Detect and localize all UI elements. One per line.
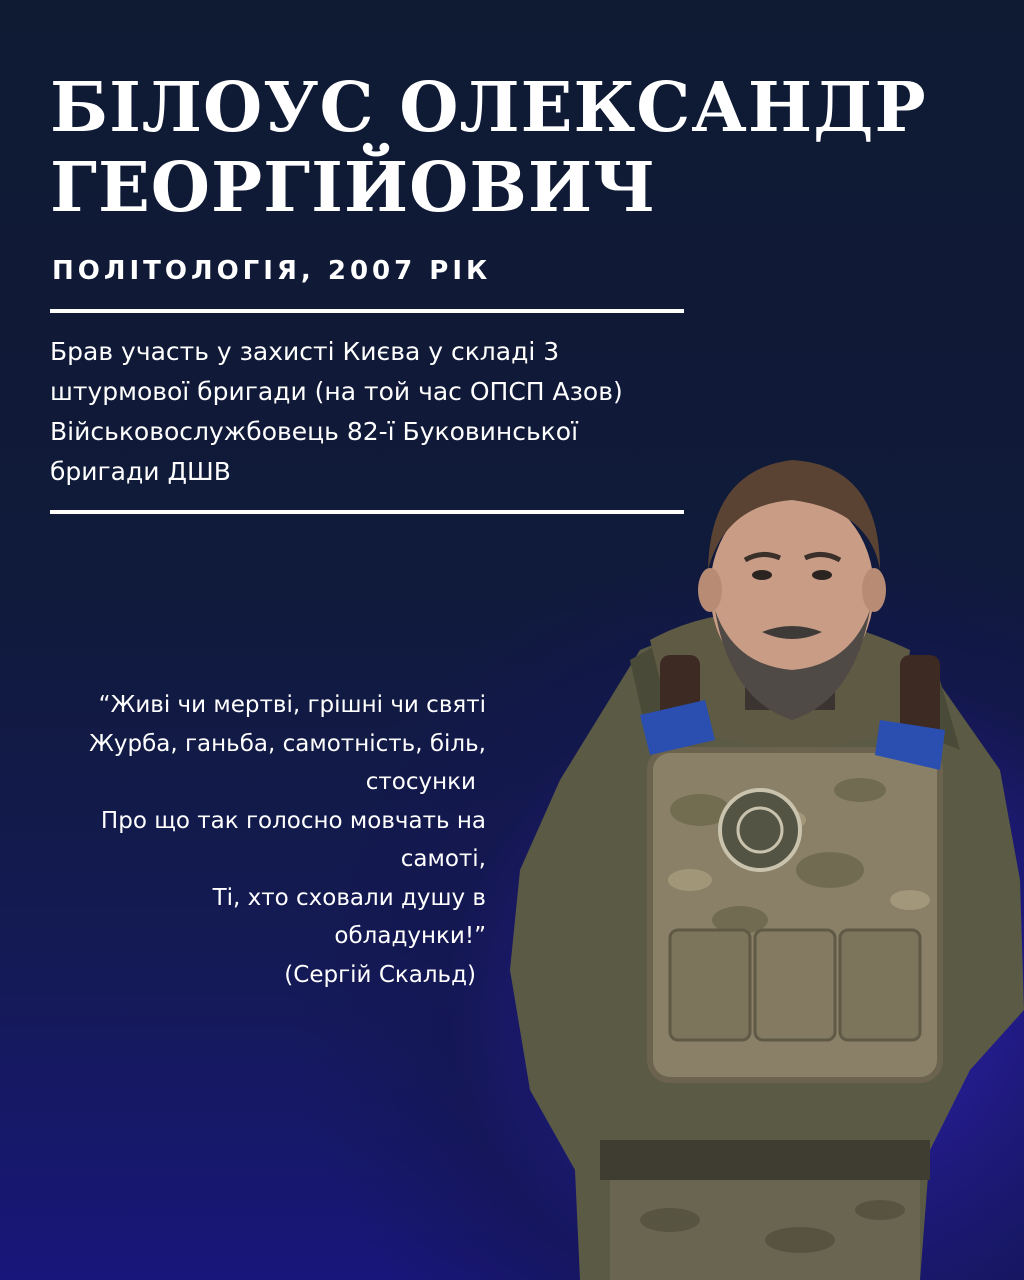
soldier-portrait: [500, 450, 1024, 1280]
person-name: [50, 68, 950, 228]
quote-line: “Живі чи мертві, грішні чи святі: [98, 692, 486, 718]
quote-block: [40, 686, 486, 994]
divider-top: [50, 309, 684, 313]
quote-line: стосунки: [365, 769, 476, 795]
quote-line: самоті,: [400, 846, 486, 872]
quote-line: Про що так голосно мовчать на: [100, 807, 486, 834]
quote-author: (Сергій Скальд): [284, 961, 476, 988]
bio-line: штурмової бригади (на той час ОПСП Азов): [50, 377, 623, 406]
bio-line: Військовослужбовець 82-ї Буковинської: [50, 417, 579, 446]
subtitle-specialty-year: ПОЛІТОЛОГІЯ, 2007 РІК: [52, 256, 492, 286]
bio-line: бригади ДШВ: [50, 457, 231, 486]
name-line-2: ГЕОРГІЙОВИЧ: [50, 148, 657, 228]
quote-line: Журба, ганьба, самотність, біль,: [89, 730, 486, 757]
bio-line: Брав участь у захисті Києва у складі 3: [50, 337, 560, 366]
quote-line: Ті, хто сховали душу в: [212, 884, 486, 911]
quote-line: обладунки!”: [334, 923, 486, 949]
name-line-1: БІЛОУС ОЛЕКСАНДР: [50, 68, 927, 148]
